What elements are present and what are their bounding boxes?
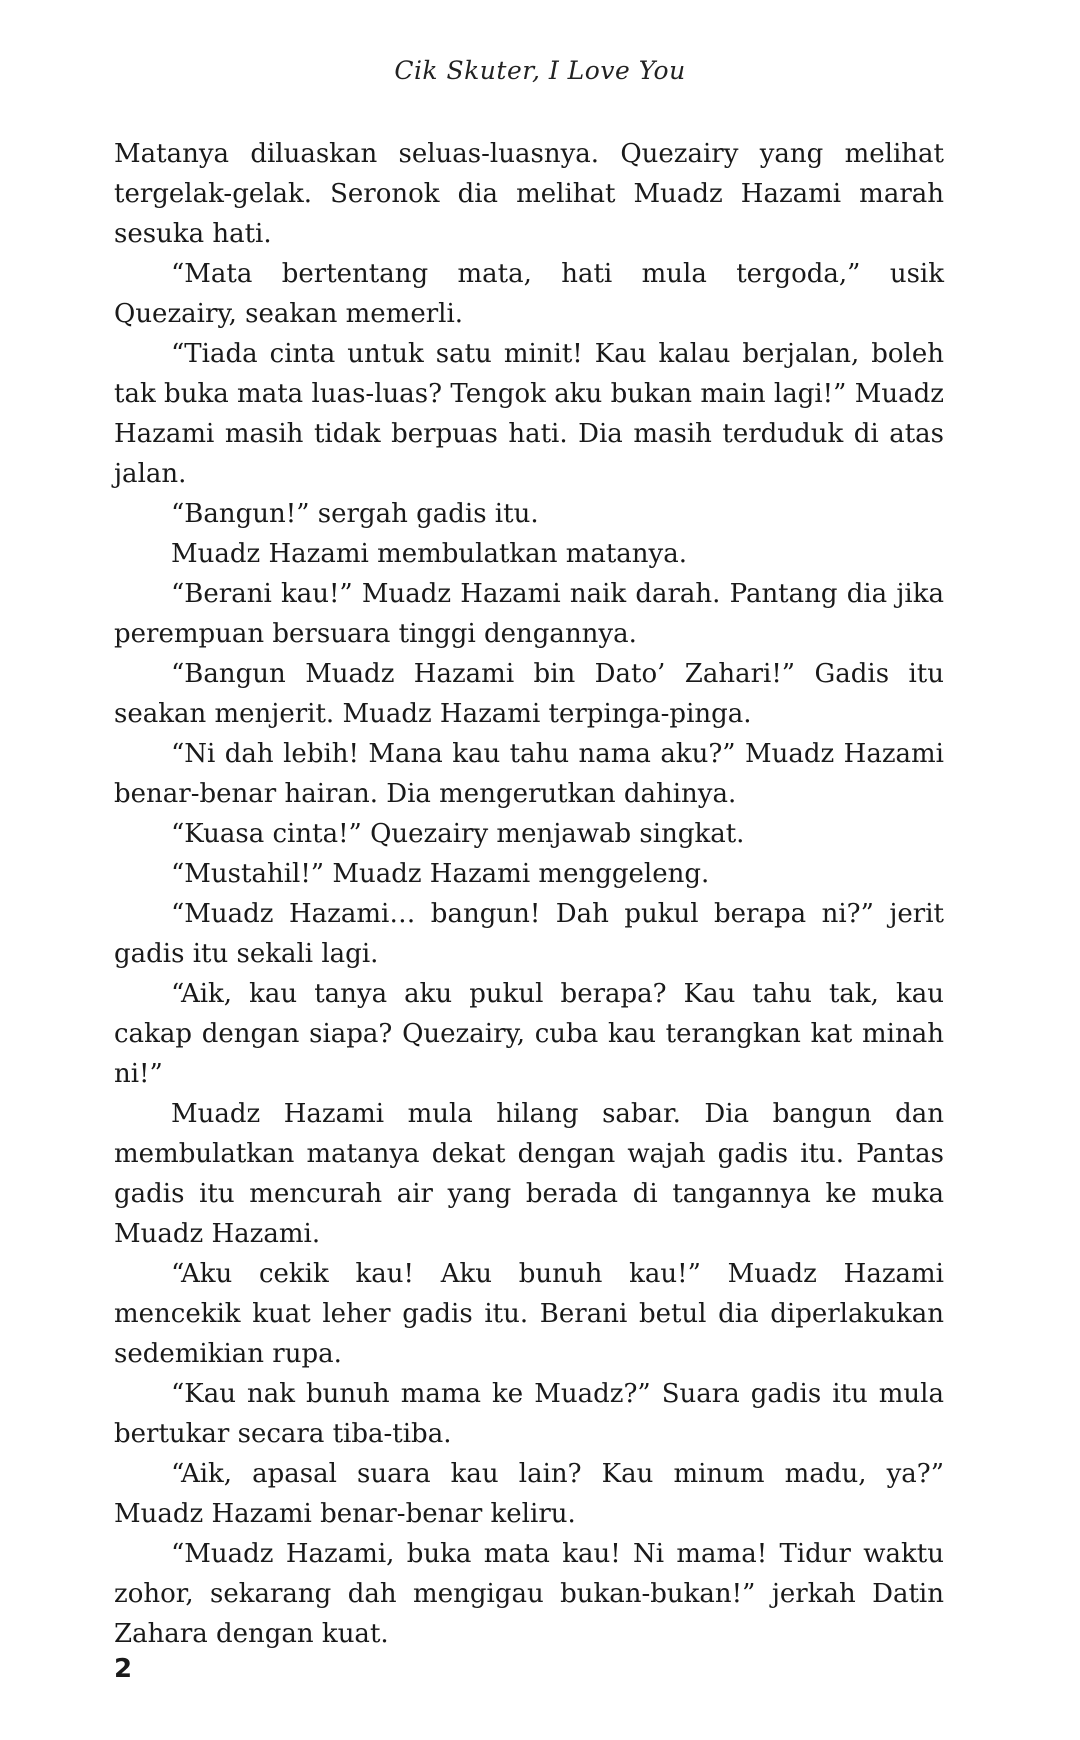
paragraph-17: “Muadz Hazami, buka mata kau! Ni mama! Tidur waktu zohor, sekarang dah mengigau bukan-bukan!” jerkah Datin Zahara dengan kuat. [114, 1539, 944, 1649]
paragraph-8: “Ni dah lebih! Mana kau tahu nama aku?” Muadz Hazami benar-benar hairan. Dia mengerutkan dahinya. [114, 739, 944, 809]
paragraph-9: “Kuasa cinta!” Quezairy menjawab singkat. [171, 819, 745, 849]
paragraph-7: “Bangun Muadz Hazami bin Dato’ Zahari!” Gadis itu seakan menjerit. Muadz Hazami terpinga-pinga. [114, 659, 944, 729]
paragraph-14: “Aku cekik kau! Aku bunuh kau!” Muadz Hazami mencekik kuat leher gadis itu. Berani betul dia diperlakukan sedemikian rupa. [114, 1259, 944, 1369]
paragraph-13: Muadz Hazami mula hilang sabar. Dia bangun dan membulatkan matanya dekat dengan wajah gadis itu. Pantas gadis itu mencurah air yang berada di tangannya ke muka Muadz Hazami. [114, 1099, 944, 1249]
running-head-title: Cik Skuter, I Love You [394, 56, 686, 85]
paragraph-4: “Bangun!” sergah gadis itu. [171, 499, 539, 529]
paragraph-16: “Aik, apasal suara kau lain? Kau minum madu, ya?” Muadz Hazami benar-benar keliru. [114, 1459, 944, 1529]
paragraph-12: “Aik, kau tanya aku pukul berapa? Kau tahu tak, kau cakap dengan siapa? Quezairy, cuba kau terangkan kat minah ni!” [114, 979, 944, 1089]
paragraph-6: “Berani kau!” Muadz Hazami naik darah. Pantang dia jika perempuan bersuara tinggi dengannya. [114, 579, 944, 649]
body-text [114, 134, 944, 1654]
paragraph-1: Matanya diluaskan seluas-luasnya. Quezairy yang melihat tergelak-gelak. Seronok dia melihat Muadz Hazami marah sesuka hati. [114, 139, 944, 249]
paragraph-3: “Tiada cinta untuk satu minit! Kau kalau berjalan, boleh tak buka mata luas-luas? Tengok aku bukan main lagi!” Muadz Hazami masih tidak berpuas hati. Dia masih terduduk di atas jalan. [114, 339, 944, 489]
paragraph-15: “Kau nak bunuh mama ke Muadz?” Suara gadis itu mula bertukar secara tiba-tiba. [114, 1379, 944, 1449]
paragraph-2: “Mata bertentang mata, hati mula tergoda,” usik Quezairy, seakan memerli. [114, 259, 944, 329]
paragraph-5: Muadz Hazami membulatkan matanya. [171, 539, 688, 569]
paragraph-10: “Mustahil!” Muadz Hazami menggeleng. [171, 859, 710, 889]
page-number: 2 [114, 1654, 133, 1684]
paragraph-11: “Muadz Hazami… bangun! Dah pukul berapa ni?” jerit gadis itu sekali lagi. [114, 899, 944, 969]
